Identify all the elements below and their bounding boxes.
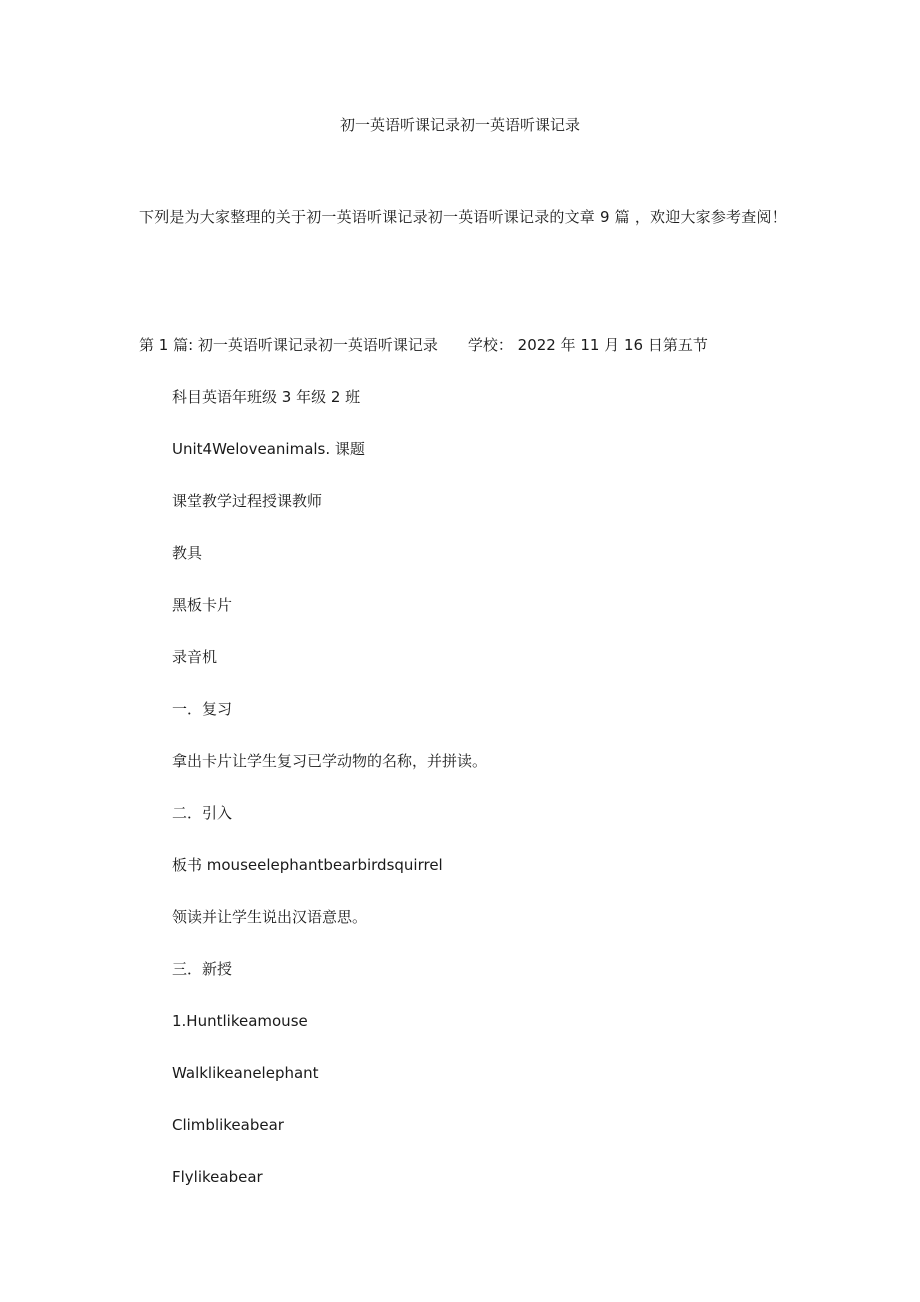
unit-topic-line: Unit4Weloveanimals. 课题: [172, 440, 365, 458]
section-school-info: 学校： 2022 年 11 月 16 日第五节: [467, 336, 708, 354]
blackboard-cards-line: 黑板卡片: [172, 596, 233, 614]
teaching-aids-line: 教具: [172, 544, 203, 562]
section-heading: [139, 334, 819, 356]
intro-paragraph: 下列是为大家整理的关于初一英语听课记录初一英语听课记录的文章 9 篇 ，欢迎大家参考查阅！: [139, 208, 787, 226]
board-words-line: 板书 mouseelephantbearbirdsquirrel: [172, 856, 443, 874]
document-title: 初一英语听课记录初一英语听课记录: [339, 116, 580, 134]
section-label: 第 1 篇: 初一英语听课记录初一英语听课记录: [139, 336, 438, 354]
process-teacher-line: 课堂教学过程授课教师: [172, 492, 323, 510]
phrase-line: 1.Huntlikeamouse: [172, 1012, 308, 1030]
phrase-line: Flylikeabear: [172, 1168, 263, 1186]
lead-in-heading: 二．引入: [172, 804, 233, 822]
review-text: 拿出卡片让学生复习已学动物的名称，并拼读。: [172, 752, 488, 770]
phrase-line: Walklikeanelephant: [172, 1064, 319, 1082]
subject-class-line: 科目英语年班级 3 年级 2 班: [172, 388, 361, 406]
recorder-line: 录音机: [172, 648, 218, 666]
review-heading: 一．复习: [172, 700, 233, 718]
phrase-line: Climblikeabear: [172, 1116, 284, 1134]
new-lesson-heading: 三．新授: [172, 960, 233, 978]
read-translate-line: 领读并让学生说出汉语意思。: [172, 908, 368, 926]
